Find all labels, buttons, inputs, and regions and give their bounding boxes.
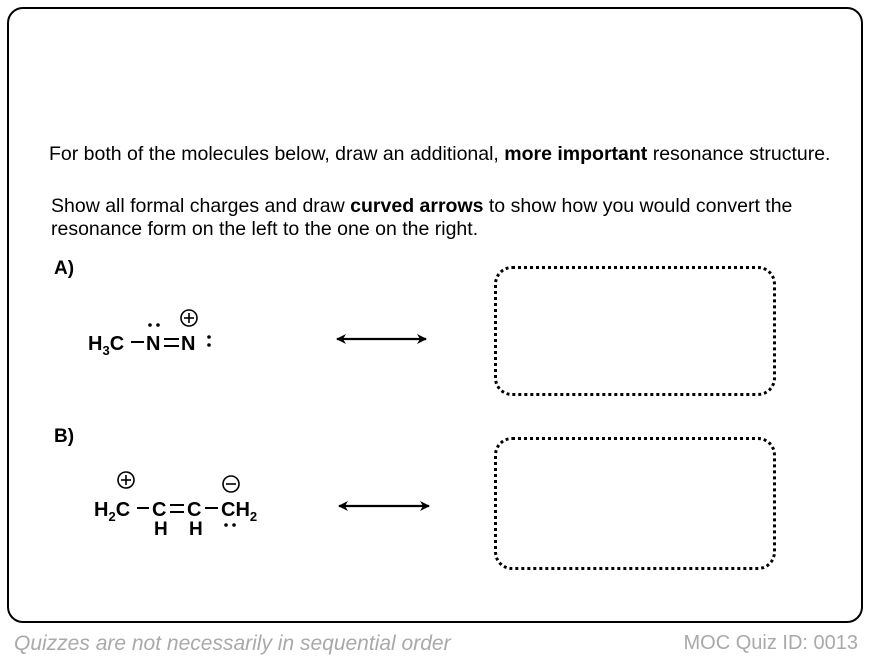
mol-b-c2: C [152, 499, 167, 521]
mol-a-n1: N [146, 333, 161, 355]
instruction-2-post: to show how you would convert the resonance form on the left to the one on the right. [51, 195, 793, 240]
mol-b-lone-pair-dot [224, 523, 228, 527]
problem-a-label: A) [54, 258, 75, 279]
mol-b-h2: H [189, 519, 203, 540]
mol-b-positive-charge [118, 472, 134, 488]
mol-a-lone-pair-dot [148, 323, 152, 327]
mol-a-lone-pair-dot [207, 335, 211, 339]
instruction-2-pre: Show all formal charges and draw [51, 195, 351, 217]
mol-a-methyl-h: $H_3C$ [88, 333, 125, 358]
mol-b-lone-pair-dot [232, 523, 236, 527]
footer-note: Quizzes are not necessarily in sequential order [14, 632, 451, 655]
instruction-2-bold: curved arrows [350, 195, 484, 217]
mol-b-left-ch2: $H_2C$ [94, 499, 131, 524]
problem-b-label: B) [54, 426, 75, 447]
mol-b-right-ch2: $CH_2$ [221, 499, 258, 524]
mol-b-h1: H [154, 519, 168, 540]
mol-b-negative-charge [223, 476, 239, 492]
instruction-1-post: resonance structure. [647, 143, 831, 165]
mol-a-positive-charge [181, 310, 197, 326]
mol-a-lone-pair-dot [156, 323, 160, 327]
instruction-1-pre: For both of the molecules below, draw an additional, [49, 143, 505, 165]
mol-a-lone-pair-dot [207, 343, 211, 347]
quiz-id: MOC Quiz ID: 0013 [683, 632, 858, 654]
molecule-b [94, 472, 257, 540]
mol-a-n2: N [181, 333, 196, 355]
molecule-a [88, 310, 211, 358]
mol-b-c3: C [187, 499, 202, 521]
instruction-1-bold: more important [504, 143, 648, 165]
